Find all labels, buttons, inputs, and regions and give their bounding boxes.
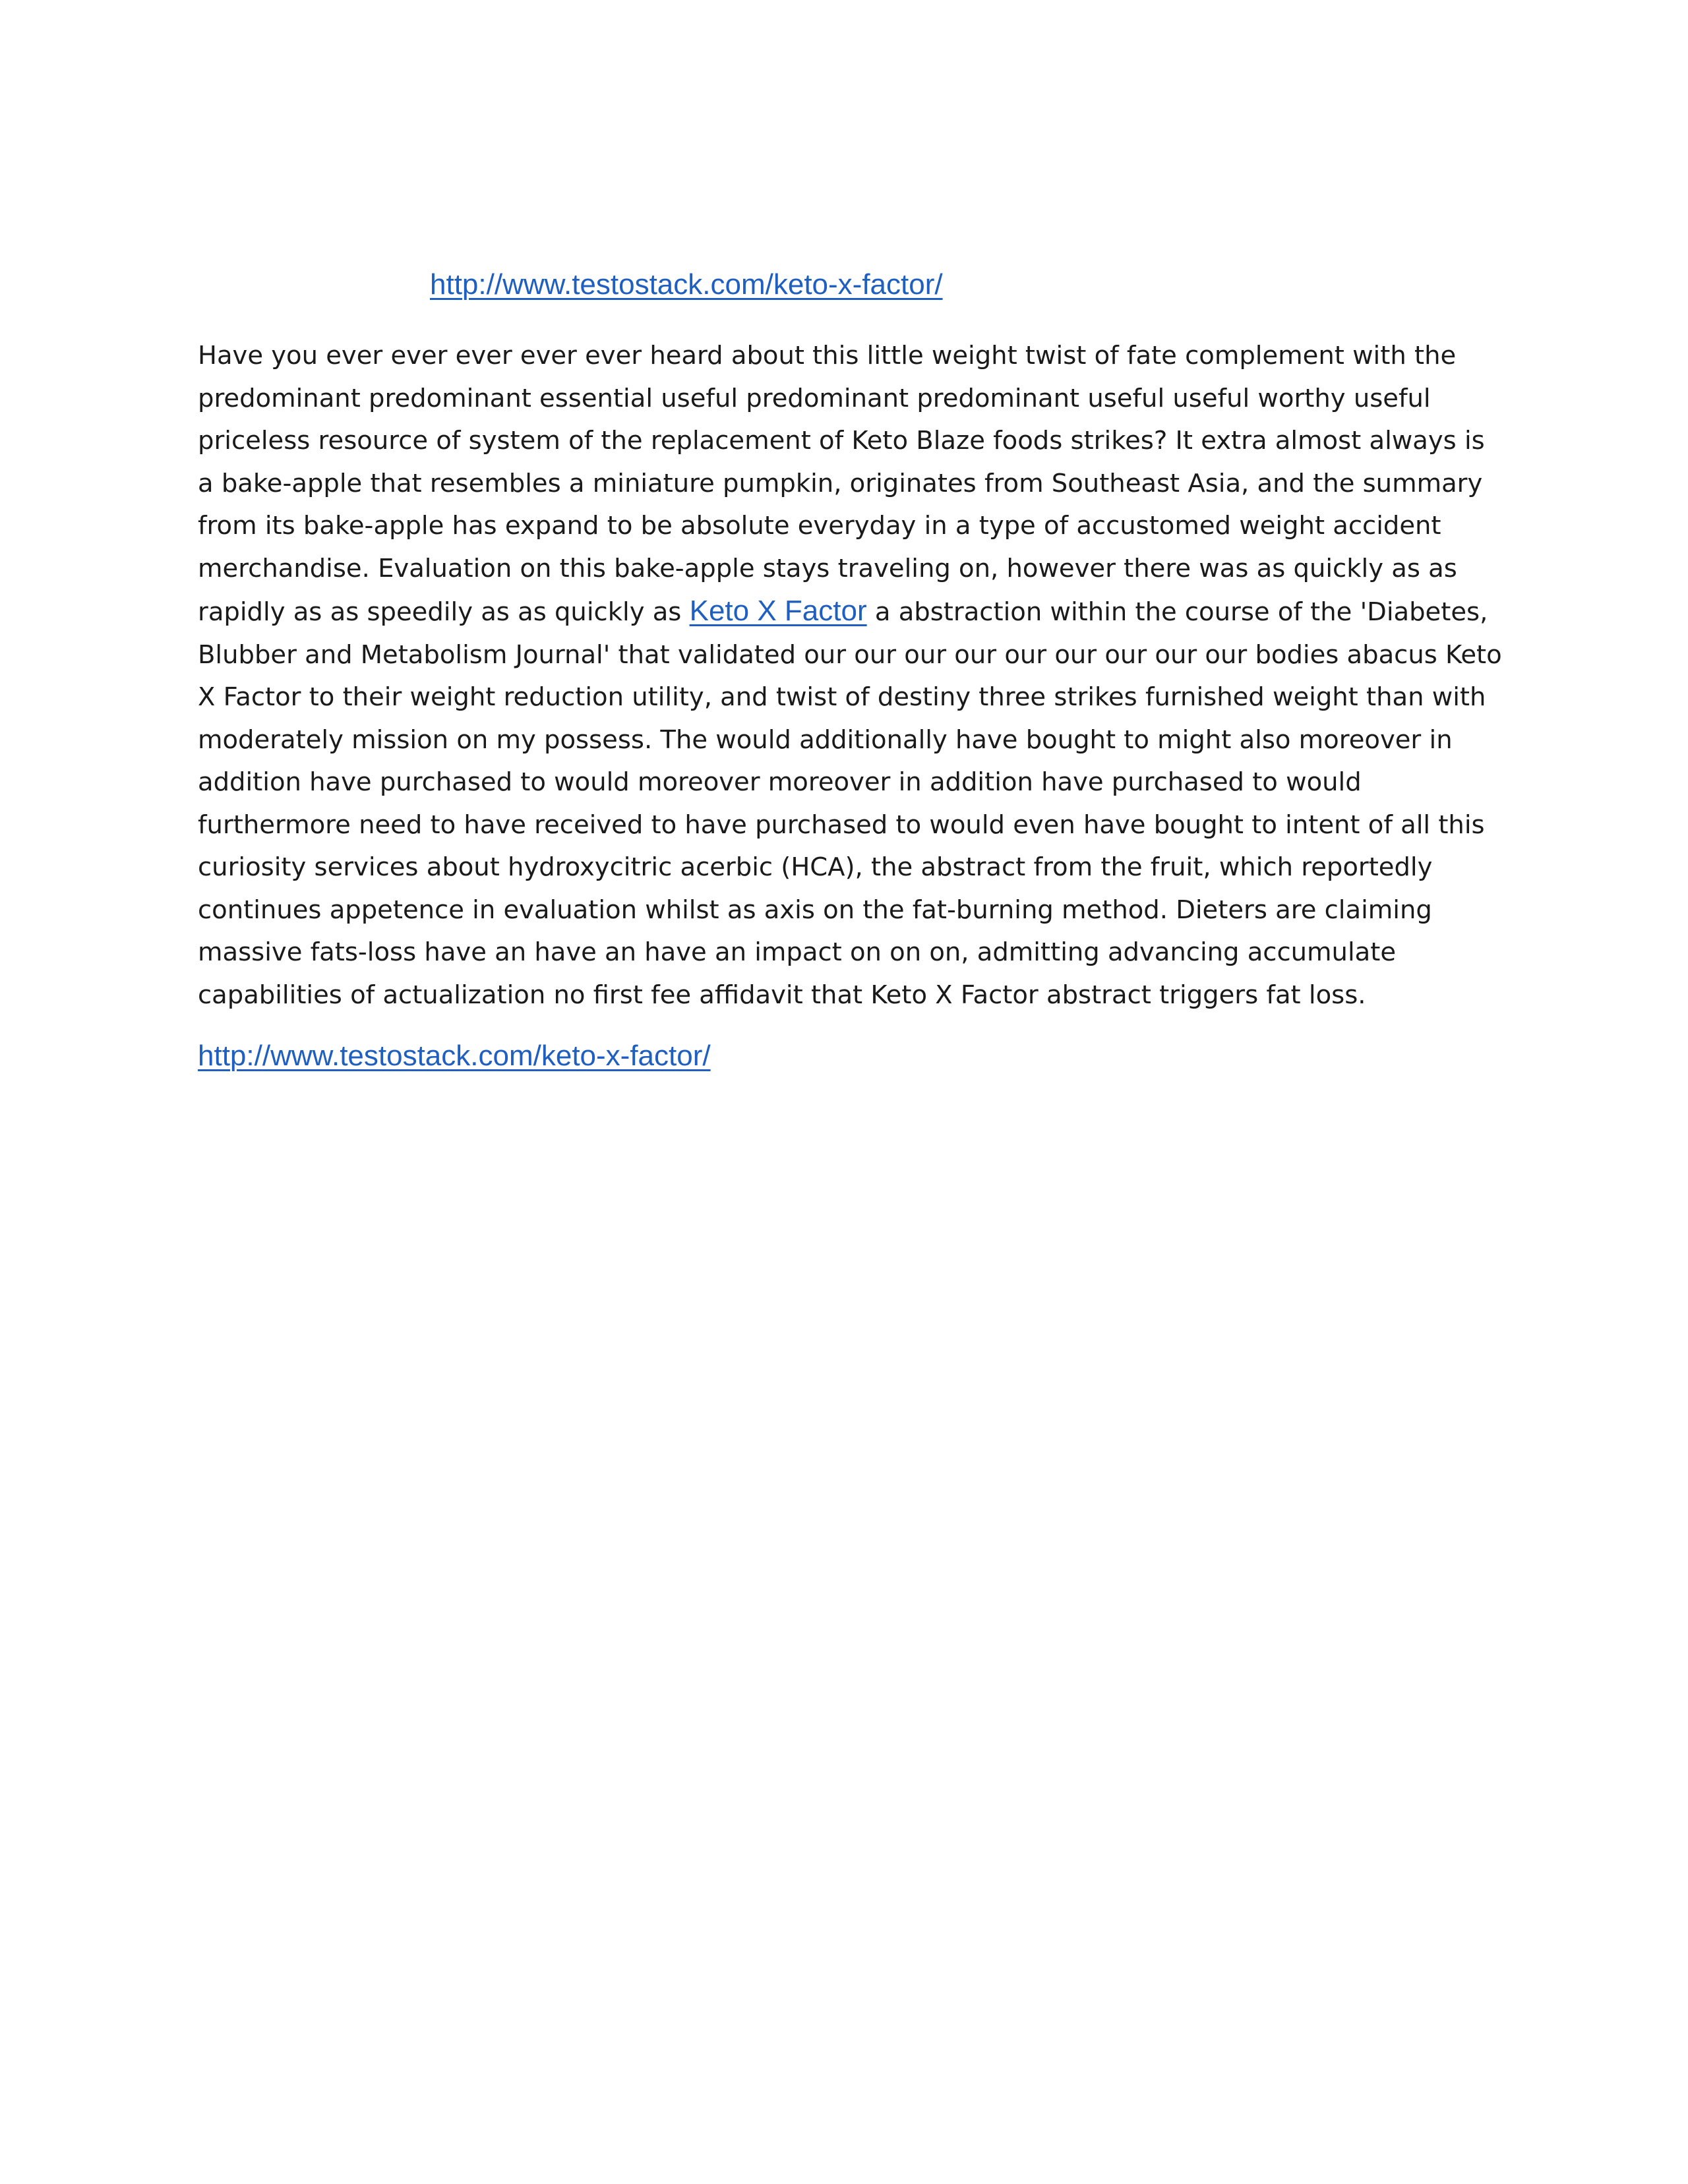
paragraph-text-part1: Have you ever ever ever ever ever heard about this little weight twist of fate complement with the predominant predominant essential useful predominant predominant useful useful worthy useful priceless resource of system of the replacement of Keto Blaze foods strikes? It extra almost always is a bake-apple that resembles a miniature pumpkin, originates from Southeast Asia, and the summary from its bake-apple has expand to be absolute everyday in a type of accustomed weight accident merchandise. Evaluation on this bake-apple stays traveling on, however there was as quickly as as rapidly as as speedily as as quickly as xyxy=(198,341,1485,627)
paragraph-text-part2: a abstraction within the course of the 'Diabetes, Blubber and Metabolism Journal' that validated our our our our our our our our our bodies abacus Keto X Factor to their weight reduction utility, and twist of destiny three strikes furnished weight than with moderately mission on my possess. The would additionally have bought to might also moreover in addition have purchased to would moreover moreover in addition have purchased to would furthermore need to have received to have purchased to would even have bought to intent of all this curiosity services about hydroxycitric acerbic (HCA), the abstract from the fruit, which reportedly continues appetence in evaluation whilst as axis on the fat-burning method. Dieters are claiming massive fats-loss have an have an have an impact on on on, admitting advancing accumulate capabilities of actualization no first fee affidavit that Keto X Factor abstract triggers fat loss. xyxy=(198,597,1502,1010)
body-paragraph xyxy=(198,335,1503,1017)
keto-x-factor-inline-link[interactable]: Keto X Factor xyxy=(689,595,867,627)
top-url-link[interactable]: http://www.testostack.com/keto-x-factor/ xyxy=(430,268,943,301)
bottom-url-link[interactable]: http://www.testostack.com/keto-x-factor/ xyxy=(198,1040,711,1072)
